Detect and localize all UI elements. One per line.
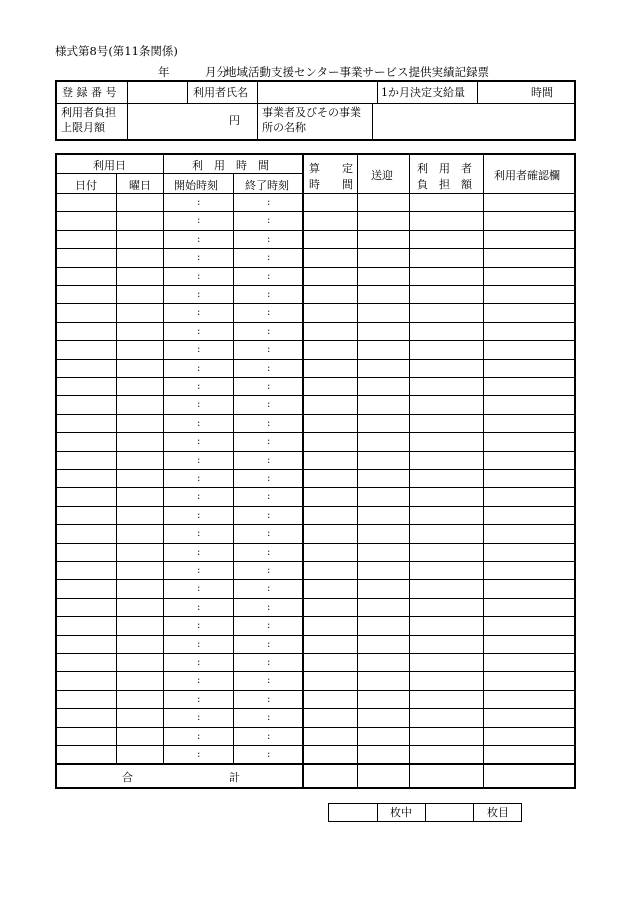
registration-number-label: 登 録 番 号 bbox=[62, 86, 117, 99]
time-colon: : bbox=[267, 528, 271, 540]
time-colon: : bbox=[197, 454, 201, 466]
time-colon: : bbox=[197, 325, 201, 337]
time-colon: : bbox=[267, 289, 271, 300]
time-colon: : bbox=[197, 712, 201, 724]
time-colon: : bbox=[197, 583, 201, 595]
time-colon: : bbox=[267, 693, 271, 705]
grid-line-h bbox=[57, 414, 574, 415]
grid-line-h bbox=[57, 395, 574, 396]
user-name-field[interactable] bbox=[263, 86, 373, 100]
time-colon: : bbox=[197, 289, 201, 300]
time-colon: : bbox=[267, 252, 271, 264]
time-colon: : bbox=[267, 362, 271, 374]
grid-line-h bbox=[57, 579, 574, 580]
grid-line-h bbox=[57, 193, 574, 194]
record-table bbox=[55, 153, 576, 789]
time-colon: : bbox=[197, 675, 201, 687]
time-colon: : bbox=[197, 565, 201, 576]
end-time-header: 終了時刻 bbox=[245, 179, 289, 192]
time-colon: : bbox=[267, 583, 271, 595]
transport-header: 送迎 bbox=[371, 169, 393, 182]
title-text: 地域活動支援センター事業サービス提供実績記録票 bbox=[225, 65, 490, 79]
time-colon: : bbox=[197, 381, 201, 392]
time-colon: : bbox=[197, 344, 201, 356]
time-colon: : bbox=[267, 270, 271, 282]
time-colon: : bbox=[197, 307, 201, 319]
usage-time-header: 利 用 時 間 bbox=[192, 159, 269, 172]
user-name-label: 利用者氏名 bbox=[193, 86, 248, 99]
registration-number-field[interactable] bbox=[133, 86, 185, 100]
time-colon: : bbox=[267, 601, 271, 613]
time-colon: : bbox=[267, 730, 271, 742]
time-colon: : bbox=[197, 749, 201, 760]
time-colon: : bbox=[197, 638, 201, 650]
grid-line-h bbox=[57, 690, 574, 691]
sheet-number-field[interactable] bbox=[428, 805, 472, 820]
total-sheets-field[interactable] bbox=[331, 805, 375, 820]
grid-line-h bbox=[57, 377, 574, 378]
total-label-left: 合 bbox=[122, 771, 133, 784]
burden-header-2: 負 担 額 bbox=[417, 178, 472, 191]
time-colon: : bbox=[267, 712, 271, 724]
time-colon: : bbox=[197, 730, 201, 742]
time-colon: : bbox=[197, 197, 201, 208]
time-colon: : bbox=[197, 270, 201, 282]
yen-unit: 円 bbox=[229, 114, 240, 127]
grid-line-h bbox=[57, 561, 574, 562]
time-colon: : bbox=[197, 215, 201, 227]
time-colon: : bbox=[197, 491, 201, 503]
time-colon: : bbox=[197, 620, 201, 632]
grid-line-h bbox=[57, 285, 574, 286]
total-label-right: 計 bbox=[229, 771, 240, 784]
usage-date-header: 利用日 bbox=[93, 159, 126, 172]
grid-line-h bbox=[57, 543, 574, 544]
grid-line-h bbox=[57, 230, 574, 231]
time-colon: : bbox=[197, 399, 201, 411]
header-table bbox=[55, 80, 576, 141]
time-colon: : bbox=[267, 197, 271, 208]
grid-line-h bbox=[57, 616, 574, 617]
monthly-amount-label: 1か月決定支給量 bbox=[381, 86, 465, 99]
burden-cap-label-2: 上限月額 bbox=[61, 121, 105, 134]
calc-time-header-2: 時 間 bbox=[309, 178, 353, 191]
time-colon: : bbox=[267, 215, 271, 227]
grid-line-h bbox=[57, 524, 574, 525]
sheet-counter bbox=[328, 803, 522, 822]
grid-line-h bbox=[57, 763, 574, 765]
hours-unit: 時間 bbox=[531, 86, 553, 99]
burden-cap-label-1: 利用者負担 bbox=[61, 106, 116, 119]
time-colon: : bbox=[197, 417, 201, 429]
time-colon: : bbox=[197, 657, 201, 668]
provider-label-2: 所の名称 bbox=[262, 121, 306, 134]
grid-line-h bbox=[57, 653, 574, 654]
grid-line-h bbox=[57, 303, 574, 304]
grid-line-h bbox=[57, 173, 302, 174]
time-colon: : bbox=[197, 693, 201, 705]
time-colon: : bbox=[197, 473, 201, 484]
grid-line-h bbox=[57, 708, 574, 709]
time-colon: : bbox=[197, 362, 201, 374]
grid-line-v bbox=[409, 155, 410, 787]
time-colon: : bbox=[197, 528, 201, 540]
grid-line-h bbox=[57, 359, 574, 360]
grid-line-h bbox=[57, 340, 574, 341]
grid-line-v bbox=[357, 155, 358, 787]
weekday-header: 曜日 bbox=[129, 179, 151, 192]
start-time-header: 開始時刻 bbox=[174, 179, 218, 192]
grid-line-h bbox=[57, 451, 574, 452]
grid-line-h bbox=[57, 267, 574, 268]
year-label: 年 bbox=[158, 65, 170, 79]
time-colon: : bbox=[267, 325, 271, 337]
time-colon: : bbox=[267, 675, 271, 687]
sheets-of-label: 枚中 bbox=[390, 806, 412, 819]
grid-line-h bbox=[57, 211, 574, 212]
sheet-nth-label: 枚目 bbox=[487, 806, 509, 819]
time-colon: : bbox=[197, 509, 201, 521]
grid-line-h bbox=[57, 487, 574, 488]
time-colon: : bbox=[267, 546, 271, 558]
time-colon: : bbox=[267, 399, 271, 411]
time-colon: : bbox=[197, 546, 201, 558]
time-colon: : bbox=[267, 657, 271, 668]
grid-line-h bbox=[57, 745, 574, 746]
time-colon: : bbox=[267, 381, 271, 392]
time-colon: : bbox=[267, 620, 271, 632]
grid-line-h bbox=[57, 635, 574, 636]
confirm-header: 利用者確認欄 bbox=[494, 169, 560, 182]
time-colon: : bbox=[267, 749, 271, 760]
time-colon: : bbox=[267, 638, 271, 650]
time-colon: : bbox=[197, 436, 201, 448]
grid-line-h bbox=[57, 727, 574, 728]
time-colon: : bbox=[267, 491, 271, 503]
time-colon: : bbox=[267, 344, 271, 356]
time-colon: : bbox=[197, 601, 201, 613]
time-colon: : bbox=[197, 252, 201, 264]
time-colon: : bbox=[267, 509, 271, 521]
grid-line-h bbox=[57, 469, 574, 470]
time-colon: : bbox=[267, 233, 271, 245]
grid-line-h bbox=[57, 598, 574, 599]
burden-header-1: 利 用 者 bbox=[417, 162, 472, 175]
grid-line-h bbox=[57, 671, 574, 672]
grid-line-v bbox=[303, 155, 304, 787]
grid-line-h bbox=[57, 322, 574, 323]
grid-line-h bbox=[57, 506, 574, 507]
time-colon: : bbox=[267, 454, 271, 466]
time-colon: : bbox=[267, 565, 271, 576]
time-colon: : bbox=[267, 473, 271, 484]
time-colon: : bbox=[267, 307, 271, 319]
calc-time-header-1: 算 定 bbox=[309, 162, 353, 175]
time-colon: : bbox=[267, 417, 271, 429]
provider-label-1: 事業者及びその事業 bbox=[262, 106, 361, 119]
time-colon: : bbox=[267, 436, 271, 448]
form-number-label: 様式第8号(第11条関係) bbox=[55, 44, 178, 58]
month-label: 月分 bbox=[205, 65, 228, 79]
grid-line-h bbox=[57, 248, 574, 249]
grid-line-h bbox=[57, 432, 574, 433]
grid-line-v bbox=[483, 155, 484, 787]
time-colon: : bbox=[197, 233, 201, 245]
date-header: 日付 bbox=[75, 179, 97, 192]
